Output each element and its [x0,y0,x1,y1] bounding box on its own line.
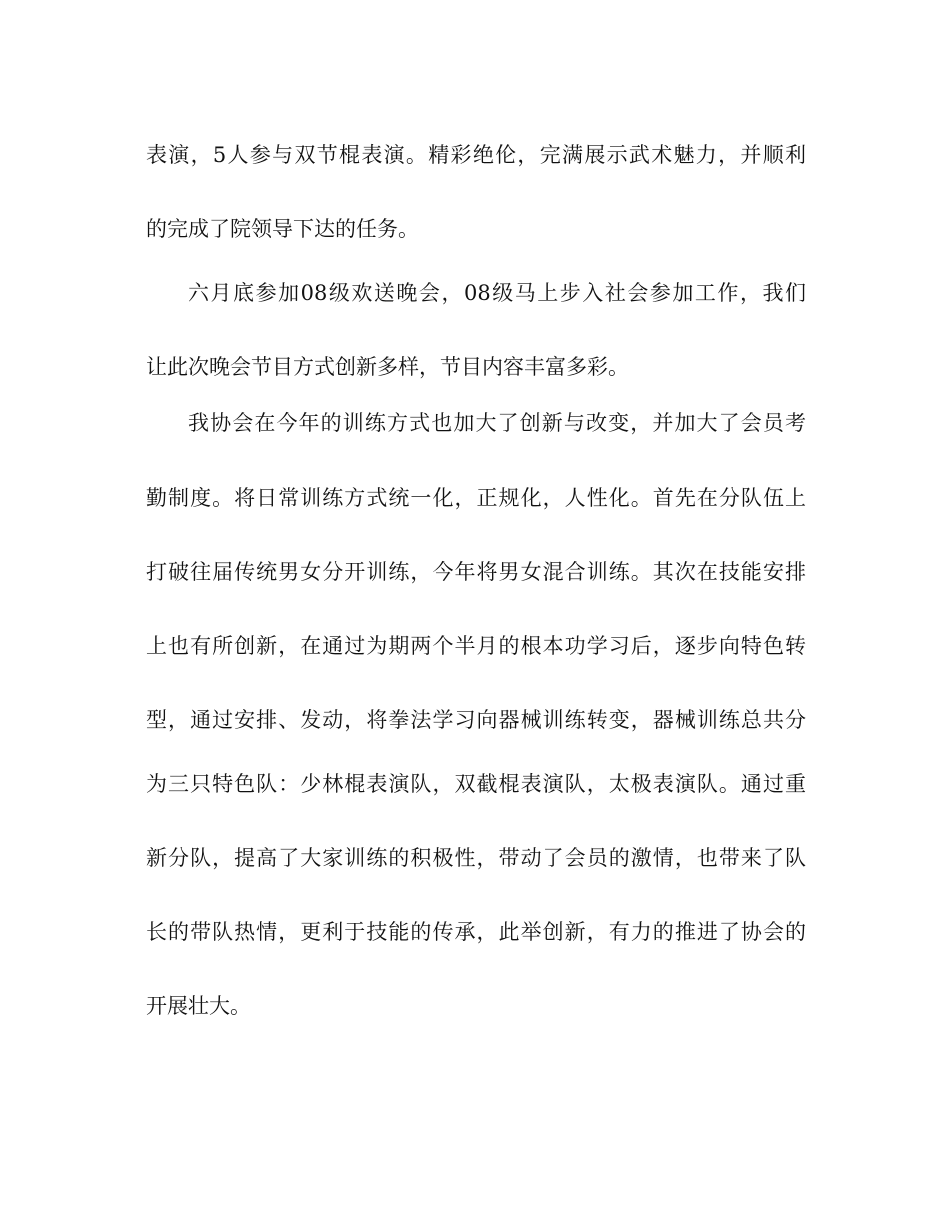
text-line: 表演，5人参与双节棍表演。精彩绝伦，完满展示武术魅力，并顺利 [146,143,806,167]
text-line: 新分队，提高了大家训练的积极性，带动了会员的激情，也带来了队 [146,846,806,870]
text-line: 六月底参加08级欢送晚会，08级马上步入社会参加工作，我们 [188,281,806,305]
text-line: 开展壮大。 [146,994,251,1018]
text-line: 的完成了院领导下达的任务。 [146,217,419,241]
text-line: 打破往届传统男女分开训练，今年将男女混合训练。其次在技能安排 [146,560,806,584]
text-line: 为三只特色队：少林棍表演队，双截棍表演队，太极表演队。通过重 [146,772,806,796]
text-line: 让此次晚会节目方式创新多样，节目内容丰富多彩。 [146,355,629,379]
text-line: 上也有所创新，在通过为期两个半月的根本功学习后，逐步向特色转 [146,634,806,658]
text-line: 勤制度。将日常训练方式统一化，正规化，人性化。首先在分队伍上 [146,486,806,510]
text-line: 长的带队热情，更利于技能的传承，此举创新，有力的推进了协会的 [146,920,806,944]
text-line: 我协会在今年的训练方式也加大了创新与改变，并加大了会员考 [188,411,806,435]
text-line: 型，通过安排、发动，将拳法学习向器械训练转变，器械训练总共分 [146,708,806,732]
